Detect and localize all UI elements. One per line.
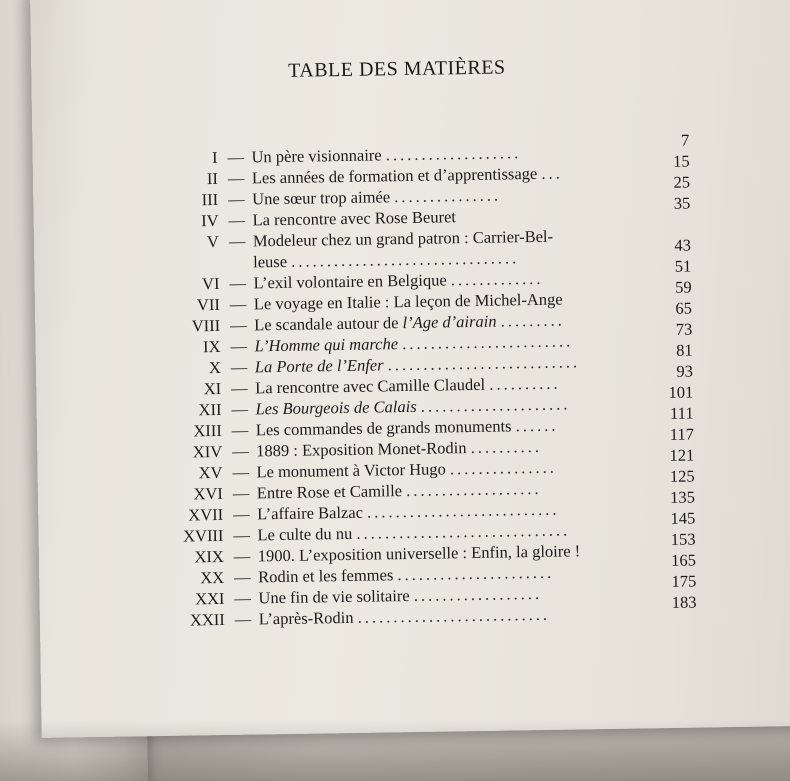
page-number: 165: [671, 550, 697, 570]
chapter-number: XVIII: [183, 525, 224, 546]
page-number: 175: [671, 571, 697, 591]
chapter-number: VI: [201, 273, 220, 294]
chapter-dash: —: [234, 609, 252, 629]
chapter-dash: —: [233, 546, 251, 566]
chapter-title-text: Le scandale autour de: [254, 313, 403, 335]
chapter-title-text: L’après-Rodin: [258, 607, 354, 629]
chapter-dash: —: [232, 462, 250, 482]
page-number: 145: [670, 508, 696, 528]
page-number: 183: [671, 592, 697, 612]
chapter-dash: —: [231, 420, 249, 440]
chapter-number: IX: [202, 336, 221, 357]
page-shadow: [0, 720, 790, 781]
page-number: 73: [675, 319, 693, 339]
page-number: 43: [674, 235, 692, 255]
leader-dots: ..............................: [356, 520, 571, 543]
chapter-number: XIII: [193, 420, 222, 441]
leader-dots: ...........................: [366, 499, 560, 522]
chapter-title-text: L’affaire Balzac: [256, 502, 364, 524]
chapter-title-italic: Les Bourgeois de Calais: [255, 396, 417, 419]
chapter-dash: —: [227, 168, 245, 188]
chapter-number: XV: [198, 462, 223, 483]
leader-dots: .....................: [420, 394, 571, 416]
page-number: 59: [674, 277, 692, 297]
chapter-dash: —: [228, 189, 245, 209]
page-number: 101: [668, 382, 694, 402]
chapter-dash: —: [229, 273, 247, 293]
chapter-number: XII: [198, 399, 222, 420]
page-number: 25: [673, 172, 691, 192]
page-number: 35: [673, 193, 691, 213]
chapter-dash: —: [232, 504, 250, 524]
chapter-number: VIII: [191, 315, 221, 336]
chapter-title-text: Les années de formation et d’apprentissage: [251, 163, 538, 188]
page-number: 153: [670, 529, 696, 549]
leader-dots: ......: [515, 415, 559, 436]
chapter-title-continued: leuse: [253, 251, 288, 272]
chapter-dash: —: [229, 294, 247, 314]
chapter-title-italic: l’Age d’airain: [402, 311, 497, 333]
chapter-title-text: Le monument à Victor Hugo: [256, 459, 446, 482]
leader-dots: ..........: [489, 373, 561, 394]
page-number: 81: [675, 340, 693, 360]
table-of-contents: [150, 51, 719, 640]
page-number: 121: [669, 445, 695, 465]
chapter-number: III: [201, 189, 219, 210]
leader-dots: ........................: [402, 331, 574, 354]
chapter-title-text: L’exil volontaire en Belgique: [253, 270, 447, 293]
leader-dots: .............: [450, 268, 544, 290]
chapter-title-text: Rodin et les femmes: [257, 565, 394, 587]
chapter-title-text: Une sœur trop aimée: [252, 187, 391, 209]
chapter-dash: —: [231, 378, 248, 398]
page-number: 65: [675, 298, 693, 318]
chapter-dash: —: [230, 336, 248, 356]
chapter-number: XXI: [194, 588, 225, 609]
chapter-title-text: 1889 : Exposition Monet-Rodin: [256, 438, 467, 461]
chapter-number: IV: [200, 210, 219, 231]
chapter-dash: —: [233, 567, 251, 587]
chapter-dash: —: [232, 441, 249, 461]
leader-dots: ...........................: [357, 604, 551, 627]
chapter-title-text: Les commandes de grands monuments: [255, 416, 512, 440]
chapter-number: II: [206, 168, 219, 189]
chapter-title-text: Un père visionnaire: [251, 145, 382, 167]
leader-dots: ...................: [406, 478, 542, 501]
leader-dots: ......................: [397, 562, 555, 585]
leader-dots: ...............: [449, 457, 557, 479]
page-number: 135: [670, 487, 696, 507]
page-number: 111: [669, 403, 694, 423]
leader-dots: ...: [541, 163, 563, 183]
chapter-title-text: La rencontre avec Rose Beuret: [252, 207, 457, 230]
chapter-number: V: [206, 231, 220, 252]
page-number: 51: [674, 256, 692, 276]
chapter-title-text: Modeleur chez un grand patron : Carrier-Bel-: [252, 226, 554, 251]
chapter-dash: —: [228, 210, 246, 230]
chapter-title-text: La rencontre avec Camille Claudel: [255, 374, 486, 398]
chapter-dash: —: [231, 399, 249, 419]
chapter-dash: —: [228, 231, 246, 251]
chapter-dash: —: [234, 588, 252, 608]
leader-dots: ...........................: [387, 352, 581, 375]
chapter-title-text: 1900. L’exposition universelle : Enfin, la gloire !: [257, 541, 581, 566]
chapter-dash: —: [230, 315, 247, 335]
chapter-title-text: Le culte du nu: [257, 523, 353, 545]
chapter-number: XVII: [188, 504, 224, 525]
leader-dots: ................................: [291, 248, 520, 271]
chapter-title: [253, 224, 654, 272]
page-title: TABLE DES MATIÈRES: [288, 56, 506, 82]
chapter-number: XIV: [192, 441, 223, 462]
chapter-number: I: [211, 147, 218, 168]
chapter-number: XVI: [193, 483, 223, 504]
chapter-number: XIX: [194, 546, 224, 567]
chapter-dash: —: [233, 525, 251, 545]
leader-dots: ...............: [394, 185, 502, 207]
leader-dots: ..........: [470, 436, 543, 458]
page-number: 125: [669, 466, 695, 486]
page-number: 15: [673, 151, 690, 171]
chapter-dash: —: [227, 147, 245, 167]
chapter-number: VII: [196, 294, 220, 315]
chapter-title-text: Une fin de vie solitaire: [258, 585, 410, 608]
chapter-title-italic: La Porte de l’Enfer: [254, 355, 384, 377]
page-number: 117: [669, 424, 695, 444]
leader-dots: ..................: [413, 583, 543, 605]
chapter-dash: —: [232, 483, 250, 503]
chapter-title-italic: L’Homme qui marche: [254, 334, 399, 356]
chapter-number: XXII: [189, 609, 225, 630]
chapter-number: X: [208, 357, 221, 378]
page-number: 7: [680, 130, 690, 150]
chapter-title-text: Le voyage en Italie : La leçon de Michel-Ange: [253, 289, 563, 314]
page-number: 93: [676, 361, 694, 381]
leader-dots: ...................: [385, 143, 522, 165]
leader-dots: .........: [500, 310, 565, 331]
chapter-title-text: Entre Rose et Camille: [256, 481, 403, 503]
chapter-number: XI: [203, 378, 222, 399]
chapter-dash: —: [230, 357, 248, 377]
toc-list: [151, 130, 719, 631]
chapter-number: XX: [200, 567, 225, 588]
